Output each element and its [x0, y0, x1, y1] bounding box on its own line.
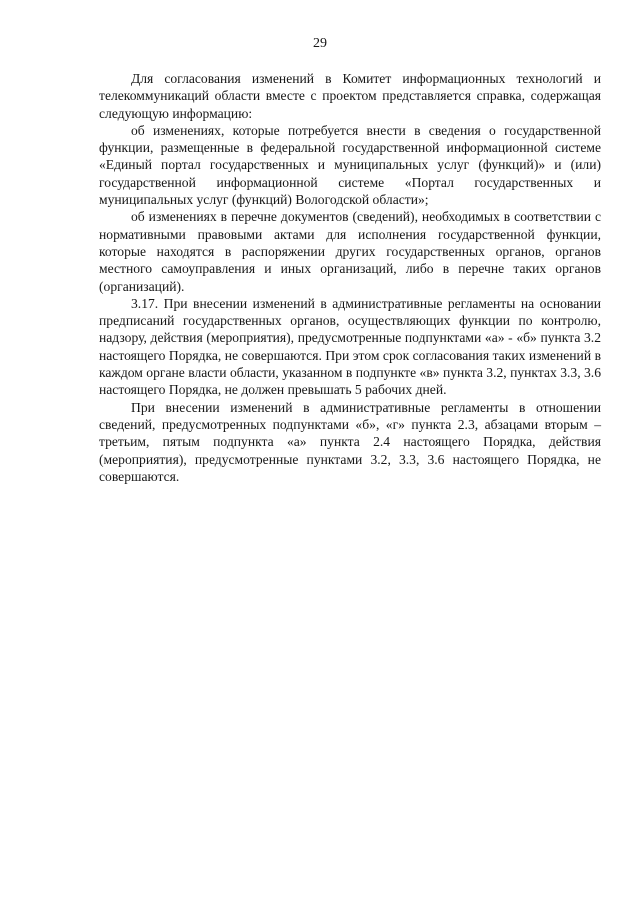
page-number: 29	[313, 36, 327, 51]
paragraph-clause-3-17: 3.17. При внесении изменений в административные регламенты на основании предписаний государственных органов, осуществляющих функции по контролю, надзору, действия (мероприятия), предусмотренные подпунктами «а» - «б» пункта 3.2 настоящего Порядка, не совершаются. При этом срок согласования таких изменений в каждом органе власти области, указанном в подпункте «в» пункта 3.2, пунктах 3.3, 3.6 настоящего Порядка, не должен превышать 5 рабочих дней.	[99, 295, 601, 398]
document-body	[99, 70, 601, 485]
paragraph-regulation-changes: При внесении изменений в административные регламенты в отношении сведений, предусмотренных подпунктами «б», «г» пункта 2.3, абзацами вторым – третьим, пятым подпункта «а» пункта 2.4 настоящего Порядка, действия (мероприятия), предусмотренные пунктами 3.2, 3.3, 3.6 настоящего Порядка, не совершаются.	[99, 399, 601, 484]
paragraph-function-info-changes: об изменениях, которые потребуется внести в сведения о государственной функции, размещенные в федеральной государственной информационной системе «Единый портал государственных и муниципальных услуг (функций)» и (или) государственной информационной системе «Портал государственных и муниципальных услуг (функций) Вологодской области»;	[99, 122, 601, 208]
paragraph-approval-intro: Для согласования изменений в Комитет информационных технологий и телекоммуникаций области вместе с проектом представляется справка, содержащая следующую информацию:	[99, 71, 601, 121]
paragraph-document-list-changes: об изменениях в перечне документов (сведений), необходимых в соответствии с нормативными правовыми актами для исполнения государственной функции, которые находятся в распоряжении других государственных органов, органов местного самоуправления и иных организаций, либо в перечне таких органов (организаций).	[99, 209, 601, 294]
